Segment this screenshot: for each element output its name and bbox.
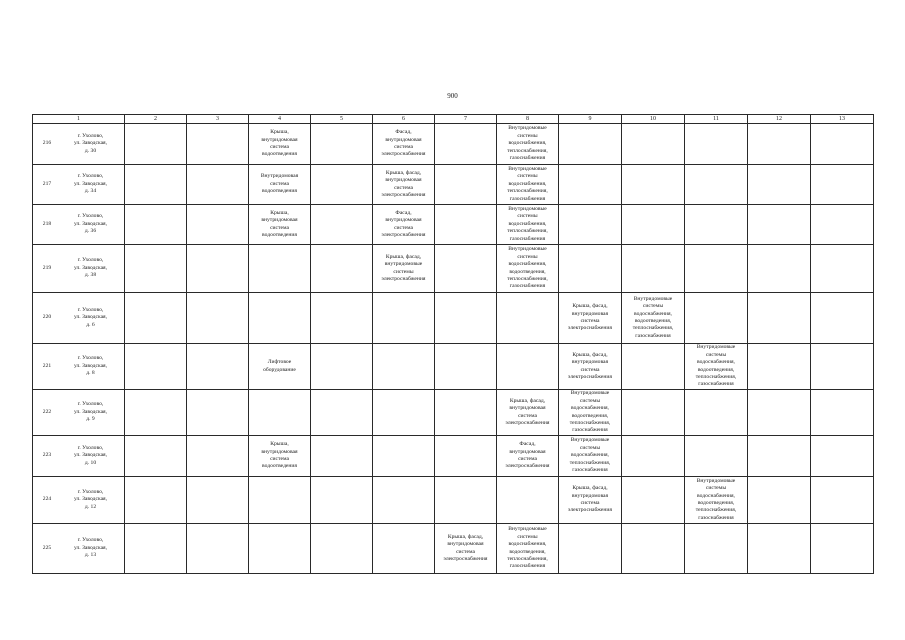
cell-col-4 — [249, 477, 311, 524]
cell-col-10 — [622, 390, 685, 436]
cell-col-12 — [748, 390, 811, 436]
table-body — [33, 124, 874, 574]
cell-col-3 — [187, 293, 249, 344]
cell-col-5 — [311, 293, 373, 344]
cell-col-4 — [249, 524, 311, 574]
cell-col-12 — [748, 436, 811, 477]
column-header-12: 12 — [748, 115, 811, 124]
row-address-cell — [33, 124, 125, 165]
cell-col-12 — [748, 165, 811, 205]
cell-col-7 — [435, 165, 497, 205]
row-number: 224 — [42, 496, 52, 503]
cell-col-6 — [373, 436, 435, 477]
cell-col-6 — [373, 524, 435, 574]
cell-col-3 — [187, 124, 249, 165]
column-header-10: 10 — [622, 115, 685, 124]
cell-col-11 — [685, 293, 748, 344]
cell-col-6: Крыша, фасад, внутридомовые системы электроснабжения — [373, 245, 435, 293]
cell-col-5 — [311, 477, 373, 524]
cell-col-7 — [435, 245, 497, 293]
cell-col-13 — [811, 390, 874, 436]
cell-col-2 — [125, 293, 187, 344]
cell-col-7 — [435, 390, 497, 436]
address-text: г. Ухолово, ул. Заводская, д. 36 — [73, 213, 108, 235]
cell-col-6: Фасад, внутридомовая система электроснабжения — [373, 205, 435, 245]
table-row — [33, 344, 874, 390]
cell-col-9 — [559, 165, 622, 205]
column-header-3: 3 — [187, 115, 249, 124]
column-header-1: 1 — [33, 115, 125, 124]
schedule-table — [32, 114, 874, 574]
cell-col-8 — [497, 477, 559, 524]
cell-col-2 — [125, 245, 187, 293]
cell-col-11: Внутридомовые системы водоснабжения, водоотведения, теплоснабжения, газоснабжения — [685, 477, 748, 524]
cell-col-8 — [497, 293, 559, 344]
cell-col-11: Внутридомовые системы водоснабжения, водоотведения, теплоснабжения, газоснабжения — [685, 344, 748, 390]
column-header-11: 11 — [685, 115, 748, 124]
cell-col-12 — [748, 344, 811, 390]
row-number: 216 — [42, 140, 52, 147]
cell-col-4: Крыша, внутридомовая система водоотведения — [249, 124, 311, 165]
table-row — [33, 477, 874, 524]
cell-col-7 — [435, 344, 497, 390]
cell-col-13 — [811, 293, 874, 344]
cell-col-4: Крыша, внутридомовая система водоотведения — [249, 436, 311, 477]
cell-col-6 — [373, 293, 435, 344]
cell-col-9 — [559, 524, 622, 574]
table-row — [33, 124, 874, 165]
cell-col-10 — [622, 436, 685, 477]
cell-col-12 — [748, 477, 811, 524]
cell-col-9: Крыша, фасад, внутридомовая система электроснабжения — [559, 293, 622, 344]
cell-col-5 — [311, 165, 373, 205]
cell-col-12 — [748, 524, 811, 574]
cell-col-13 — [811, 165, 874, 205]
cell-col-4 — [249, 293, 311, 344]
column-header-4: 4 — [249, 115, 311, 124]
cell-col-3 — [187, 477, 249, 524]
cell-col-5 — [311, 390, 373, 436]
cell-col-10: Внутридомовые системы водоснабжения, водоотведения, теплоснабжения, газоснабжения — [622, 293, 685, 344]
column-header-2: 2 — [125, 115, 187, 124]
page-number: 900 — [447, 92, 458, 100]
cell-col-13 — [811, 524, 874, 574]
row-address-cell — [33, 524, 125, 574]
row-address-cell — [33, 477, 125, 524]
table-row — [33, 390, 874, 436]
cell-col-6 — [373, 344, 435, 390]
cell-col-9 — [559, 205, 622, 245]
address-text: г. Ухолово, ул. Заводская, д. 30 — [73, 132, 108, 154]
row-number: 220 — [42, 314, 52, 321]
cell-col-6 — [373, 477, 435, 524]
row-address-cell — [33, 344, 125, 390]
cell-col-8: Фасад, внутридомовая система электроснабжения — [497, 436, 559, 477]
cell-col-13 — [811, 205, 874, 245]
cell-col-4: Лифтовое оборудование — [249, 344, 311, 390]
table-row — [33, 293, 874, 344]
cell-col-2 — [125, 436, 187, 477]
cell-col-11 — [685, 245, 748, 293]
row-address-cell — [33, 436, 125, 477]
cell-col-4: Внутридомовая система водоотведения — [249, 165, 311, 205]
cell-col-9 — [559, 124, 622, 165]
column-header-7: 7 — [435, 115, 497, 124]
row-address-cell — [33, 293, 125, 344]
cell-col-9: Внутридомовые системы водоснабжения, водоотведения, теплоснабжения, газоснабжения — [559, 390, 622, 436]
cell-col-2 — [125, 124, 187, 165]
cell-col-2 — [125, 524, 187, 574]
cell-col-9: Внутридомовые системы водоснабжения, теплоснабжения, газоснабжения — [559, 436, 622, 477]
cell-col-10 — [622, 124, 685, 165]
address-text: г. Ухолово, ул. Заводская, д. 9 — [73, 401, 108, 423]
row-number: 219 — [42, 264, 52, 271]
table-row — [33, 165, 874, 205]
cell-col-13 — [811, 436, 874, 477]
address-text: г. Ухолово, ул. Заводская, д. 12 — [73, 488, 108, 510]
cell-col-10 — [622, 165, 685, 205]
cell-col-10 — [622, 245, 685, 293]
cell-col-6: Крыша, фасад, внутридомовая система электроснабжения — [373, 165, 435, 205]
column-header-5: 5 — [311, 115, 373, 124]
row-number: 217 — [42, 180, 52, 187]
cell-col-6 — [373, 390, 435, 436]
cell-col-5 — [311, 205, 373, 245]
cell-col-3 — [187, 205, 249, 245]
row-address-cell — [33, 245, 125, 293]
column-header-13: 13 — [811, 115, 874, 124]
row-number: 221 — [42, 362, 52, 369]
address-text: г. Ухолово, ул. Заводская, д. 6 — [73, 306, 108, 328]
table-row — [33, 205, 874, 245]
cell-col-11 — [685, 436, 748, 477]
cell-col-6: Фасад, внутридомовая система электроснабжения — [373, 124, 435, 165]
cell-col-8: Внутридомовые системы водоснабжения, водоотведения, теплоснабжения, газоснабжения — [497, 245, 559, 293]
cell-col-3 — [187, 165, 249, 205]
cell-col-11 — [685, 390, 748, 436]
cell-col-10 — [622, 477, 685, 524]
column-header-6: 6 — [373, 115, 435, 124]
cell-col-7 — [435, 124, 497, 165]
cell-col-10 — [622, 205, 685, 245]
column-header-8: 8 — [497, 115, 559, 124]
cell-col-11 — [685, 124, 748, 165]
cell-col-3 — [187, 524, 249, 574]
cell-col-13 — [811, 245, 874, 293]
cell-col-9: Крыша, фасад, внутридомовая система электроснабжения — [559, 344, 622, 390]
table-row — [33, 524, 874, 574]
row-address-cell — [33, 165, 125, 205]
cell-col-8: Внутридомовые системы водоснабжения, водоотведения, теплоснабжения, газоснабжения — [497, 524, 559, 574]
cell-col-8: Внутридомовые системы водоснабжения, теплоснабжения, газоснабжения — [497, 205, 559, 245]
cell-col-7: Крыша, фасад, внутридомовая система электроснабжения — [435, 524, 497, 574]
table-row — [33, 245, 874, 293]
cell-col-3 — [187, 245, 249, 293]
cell-col-3 — [187, 390, 249, 436]
cell-col-2 — [125, 205, 187, 245]
cell-col-13 — [811, 344, 874, 390]
cell-col-5 — [311, 124, 373, 165]
cell-col-13 — [811, 124, 874, 165]
cell-col-4 — [249, 245, 311, 293]
row-number: 222 — [42, 408, 52, 415]
header-row — [33, 115, 874, 124]
cell-col-8: Внутридомовые системы водоснабжения, теплоснабжения, газоснабжения — [497, 124, 559, 165]
address-text: г. Ухолово, ул. Заводская, д. 10 — [73, 444, 108, 466]
cell-col-8 — [497, 344, 559, 390]
address-text: г. Ухолово, ул. Заводская, д. 8 — [73, 355, 108, 377]
cell-col-7 — [435, 205, 497, 245]
cell-col-7 — [435, 477, 497, 524]
cell-col-2 — [125, 390, 187, 436]
cell-col-5 — [311, 436, 373, 477]
cell-col-9: Крыша, фасад, внутридомовая система электроснабжения — [559, 477, 622, 524]
cell-col-2 — [125, 477, 187, 524]
table-row — [33, 436, 874, 477]
cell-col-8: Крыша, фасад, внутридомовая система электроснабжения — [497, 390, 559, 436]
cell-col-3 — [187, 344, 249, 390]
cell-col-12 — [748, 245, 811, 293]
row-number: 223 — [42, 452, 52, 459]
cell-col-12 — [748, 205, 811, 245]
column-header-9: 9 — [559, 115, 622, 124]
cell-col-3 — [187, 436, 249, 477]
row-number: 218 — [42, 220, 52, 227]
cell-col-5 — [311, 344, 373, 390]
address-text: г. Ухолово, ул. Заводская, д. 13 — [73, 537, 108, 559]
cell-col-7 — [435, 436, 497, 477]
cell-col-5 — [311, 524, 373, 574]
cell-col-11 — [685, 524, 748, 574]
cell-col-9 — [559, 245, 622, 293]
cell-col-10 — [622, 524, 685, 574]
cell-col-10 — [622, 344, 685, 390]
cell-col-12 — [748, 293, 811, 344]
cell-col-11 — [685, 165, 748, 205]
row-number: 225 — [42, 544, 52, 551]
cell-col-12 — [748, 124, 811, 165]
cell-col-8: Внутридомовые системы водоснабжения, теплоснабжения, газоснабжения — [497, 165, 559, 205]
row-address-cell — [33, 205, 125, 245]
cell-col-13 — [811, 477, 874, 524]
cell-col-2 — [125, 165, 187, 205]
row-address-cell — [33, 390, 125, 436]
cell-col-2 — [125, 344, 187, 390]
cell-col-7 — [435, 293, 497, 344]
cell-col-4 — [249, 390, 311, 436]
address-text: г. Ухолово, ул. Заводская, д. 34 — [73, 173, 108, 195]
cell-col-4: Крыша, внутридомовая система водоотведения — [249, 205, 311, 245]
address-text: г. Ухолово, ул. Заводская, д. 38 — [73, 257, 108, 279]
cell-col-11 — [685, 205, 748, 245]
cell-col-5 — [311, 245, 373, 293]
